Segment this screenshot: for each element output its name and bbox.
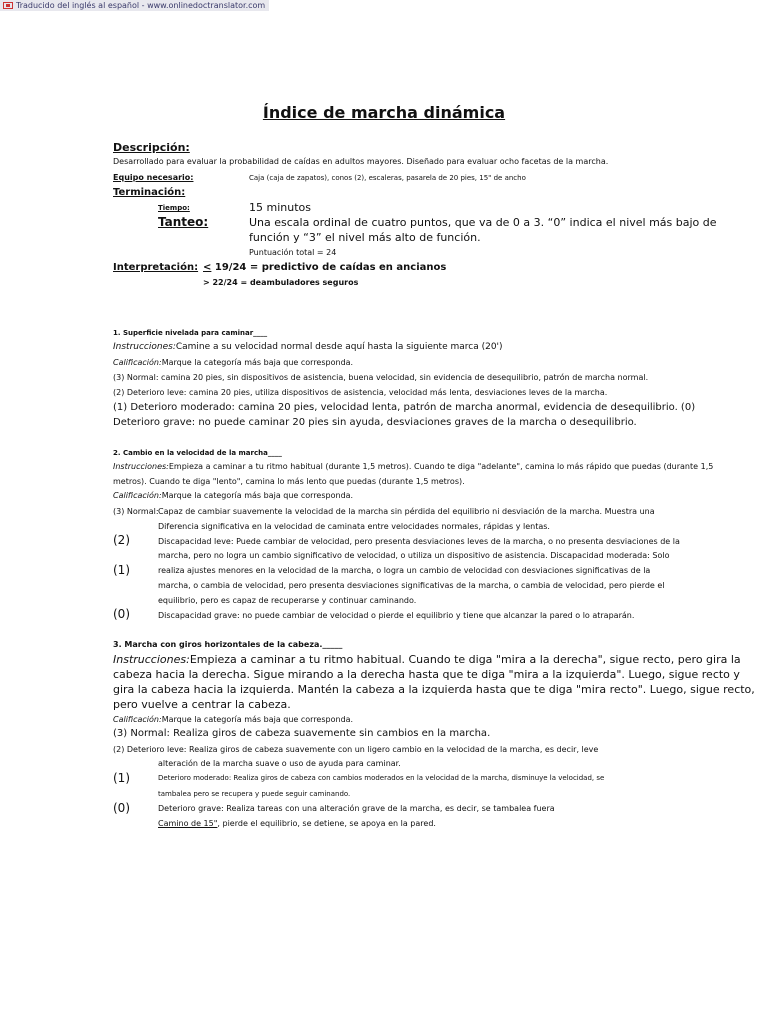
interpretacion-line-2: > 22/24 = deambuladores seguros (203, 278, 359, 287)
item3-instructions-1: Instrucciones:Empieza a caminar a tu ritmo habitual. Cuando te diga "mira a la derecha", sigue recto, pero gira la (113, 653, 741, 666)
tanteo-line-2: función y “3” el nivel más alto de función. (249, 231, 481, 244)
item2-score-2-label: (2) (113, 533, 130, 547)
item3-instructions-2: cabeza hacia la derecha. Sigue mirando a la derecha hasta que te diga "mira a la izquierda". Luego, sigue recto y (113, 668, 740, 681)
item3-score-1-text-2: tambalea pero se recupera y puede seguir caminando. (158, 790, 351, 798)
interpretacion-line-1: < 19/24 = predictivo de caídas en ancianos (203, 262, 447, 273)
tanteo-label: Tanteo: (158, 215, 209, 229)
item1-calificacion: Calificación:Marque la categoría más baja que corresponda. (113, 358, 354, 367)
item3-heading: 3. Marcha con giros horizontales de la cabeza._____ (113, 640, 343, 649)
interpretacion-label: Interpretación: (113, 262, 199, 273)
translator-banner[interactable] (0, 0, 269, 11)
translator-banner-text: Traducido del inglés al español - www.onlinedoctranslator.com (16, 1, 266, 10)
terminacion-label: Terminación: (113, 187, 186, 198)
item2-score-2-text-1: Discapacidad leve: Puede cambiar de velocidad, pero presenta desviaciones leves de la marcha, o no presenta desviaciones de la (158, 537, 680, 546)
item2-score-1-label: (1) (113, 563, 130, 577)
item3-score-3: (3) Normal: Realiza giros de cabeza suavemente sin cambios en la marcha. (113, 728, 491, 739)
item2-instructions-1: Instrucciones:Empieza a caminar a tu ritmo habitual (durante 1,5 metros). Cuando te diga "adelante", camina lo más rápido que puedas (durante 1,5 (113, 462, 714, 471)
translator-logo-icon (3, 2, 13, 9)
item1-instructions: Instrucciones:Camine a su velocidad normal desde aquí hasta la siguiente marca (20') (113, 342, 503, 352)
item3-score-2-text-2: alteración de la marcha suave o uso de ayuda para caminar. (158, 759, 401, 768)
item1-score-3: (3) Normal: camina 20 pies, sin dispositivos de asistencia, buena velocidad, sin evidencia de desequilibrio, patrón de marcha normal. (113, 373, 649, 382)
item2-score-3-text-1: Capaz de cambiar suavemente la velocidad de la marcha sin pérdida del equilibrio ni desviación de la marcha. Muestra una (158, 507, 655, 516)
item1-score-0: Deterioro grave: no puede caminar 20 pies sin ayuda, desviaciones graves de la marcha o desequilibrio. (113, 417, 637, 428)
item1-heading: 1. Superficie nivelada para caminar____ (113, 329, 268, 337)
item3-calificacion: Calificación:Marque la categoría más baja que corresponda. (113, 715, 354, 724)
item2-score-1-text-1: realiza ajustes menores en la velocidad de la marcha, o logra un cambio de velocidad con desviaciones significativas de la (158, 566, 651, 575)
puntuacion-total: Puntuación total = 24 (249, 248, 337, 257)
descripcion-text: Desarrollado para evaluar la probabilidad de caídas en adultos mayores. Diseñado para evaluar ocho facetas de la marcha. (113, 157, 609, 166)
item3-score-0-label: (0) (113, 801, 130, 815)
item2-score-1-text-2: marcha, o cambia de velocidad, pero presenta desviaciones significativas de la marcha, o cambia de velocidad, pero pierde el (158, 581, 665, 590)
item2-score-0-label: (0) (113, 607, 130, 621)
item3-instructions-4: pero vuelve a centrar la cabeza. (113, 698, 291, 711)
item3-score-1-label: (1) (113, 771, 130, 785)
equipo-label: Equipo necesario: (113, 173, 194, 182)
item2-score-0-text: Discapacidad grave: no puede cambiar de velocidad o pierde el equilibrio y tiene que alcanzar la pared o lo atraparán. (158, 611, 635, 620)
tanteo-line-1: Una escala ordinal de cuatro puntos, que va de 0 a 3. “0” indica el nivel más bajo de (249, 216, 717, 229)
tiempo-label: Tiempo: (158, 204, 190, 212)
item1-score-1: (1) Deterioro moderado: camina 20 pies, velocidad lenta, patrón de marcha anormal, evidencia de desequilibrio. (0) (113, 402, 696, 413)
page-title: Índice de marcha dinámica (262, 103, 506, 122)
item3-score-0-text-1: Deterioro grave: Realiza tareas con una alteración grave de la marcha, es decir, se tambalea fuera (158, 804, 555, 813)
equipo-text: Caja (caja de zapatos), conos (2), escaleras, pasarela de 20 pies, 15" de ancho (249, 174, 526, 182)
item1-score-2: (2) Deterioro leve: camina 20 pies, utiliza dispositivos de asistencia, velocidad más lenta, desviaciones leves de la marcha. (113, 388, 608, 397)
item2-score-2-text-2: marcha, pero no logra un cambio significativo de velocidad, o utiliza un dispositivo de asistencia. Discapacidad moderada: Solo (158, 551, 670, 560)
item2-calificacion: Calificación:Marque la categoría más baja que corresponda. (113, 491, 354, 500)
tiempo-value: 15 minutos (249, 201, 311, 214)
item2-score-3-text-2: Diferencia significativa en la velocidad de caminata entre velocidades normales, rápidas y lentas. (158, 522, 550, 531)
item2-heading: 2. Cambio en la velocidad de la marcha____ (113, 449, 282, 457)
item2-score-3-label: (3) Normal: (113, 507, 159, 516)
item3-score-1-text-1: Deterioro moderado: Realiza giros de cabeza con cambios moderados en la velocidad de la marcha, disminuye la velocidad, se (158, 774, 605, 782)
item3-score-2-text-1: (2) Deterioro leve: Realiza giros de cabeza suavemente con un ligero cambio en la velocidad de la marcha, es decir, leve (113, 745, 599, 754)
item2-instructions-2: metros). Cuando te diga "lento", camina lo más lento que puedas (durante 1,5 metros). (113, 477, 465, 486)
descripcion-label: Descripción: (113, 141, 190, 154)
item3-score-0-text-2: Camino de 15", pierde el equilibrio, se detiene, se apoya en la pared. (158, 819, 436, 828)
item3-instructions-3: gira la cabeza hacia la izquierda. Mantén la cabeza a la izquierda hasta que te diga "mira recto". Luego, sigue recto, (113, 683, 755, 696)
item2-score-1-text-3: equilibrio, pero es capaz de recuperarse y continuar caminando. (158, 596, 417, 605)
